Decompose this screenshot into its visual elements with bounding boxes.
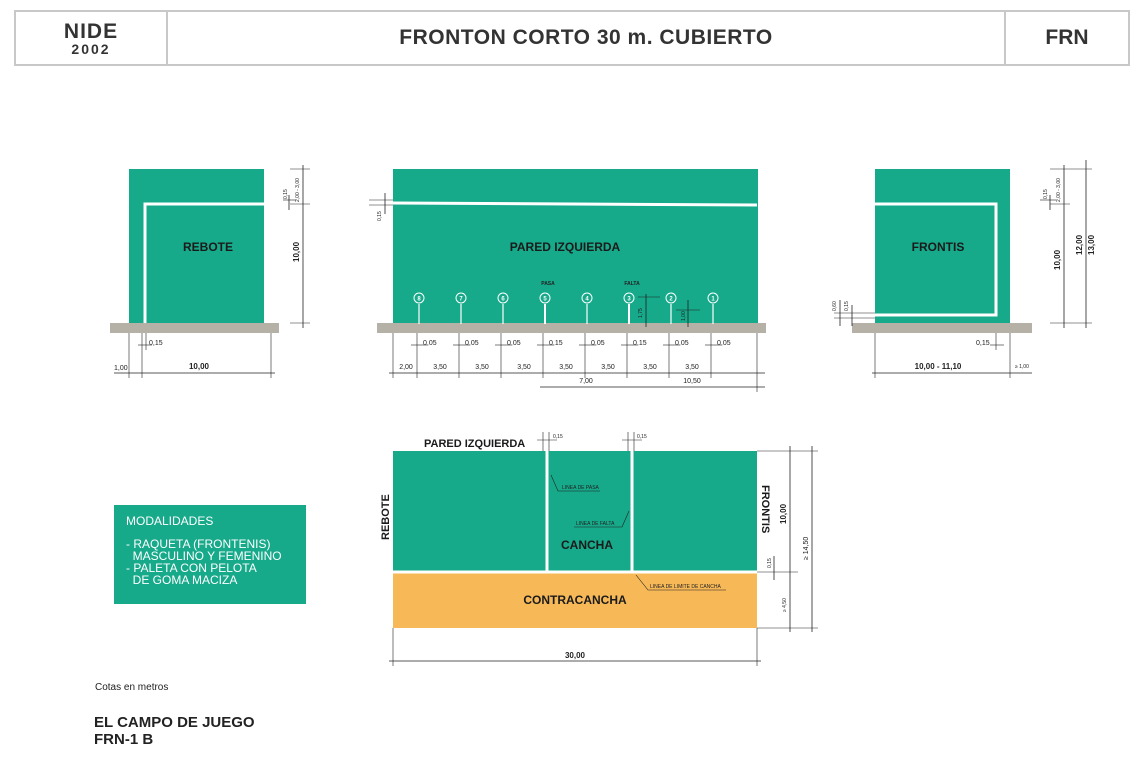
plan-cancha-label: CANCHA	[561, 538, 613, 552]
plan-dim-court-width: 10,00	[779, 503, 788, 524]
plan-contracancha-label: CONTRACANCHA	[523, 593, 627, 607]
modalidades-item: DE GOMA MACIZA	[126, 573, 238, 587]
falta-label: FALTA	[624, 281, 640, 287]
rebote-dim-width: 10,00	[188, 362, 210, 371]
marker-width-label: 0,05	[465, 340, 479, 347]
frontis-dim-width: 10,00 - 11,10	[914, 362, 962, 371]
pared-dim-falta-height: 1,75	[638, 308, 644, 318]
marker-number: 3	[627, 296, 631, 303]
frontis-elevation	[832, 160, 1096, 378]
frontis-label: FRONTIS	[911, 240, 965, 254]
linea-limite-label: LINEA DE LIMITE DE CANCHA	[650, 584, 721, 590]
marker-width-label: 0,05	[507, 340, 521, 347]
marker-width-label: 0,05	[675, 340, 689, 347]
rebote-dim-base-small: 0,15	[149, 340, 163, 347]
drawing-code: FRN-1 B	[94, 731, 154, 748]
frontis-dim-right: ≥ 1,00	[1015, 364, 1029, 370]
spacing-label: 3,50	[601, 364, 615, 371]
marker-number: 6	[501, 296, 505, 303]
spacing-label: 3,50	[475, 364, 489, 371]
frontis-dim-total-b: 13,00	[1087, 234, 1096, 255]
marker-number: 2	[669, 296, 673, 303]
pared-floor	[377, 323, 766, 333]
marker-number: 5	[543, 296, 547, 303]
rebote-floor	[110, 323, 279, 333]
pasa-label: PASA	[541, 281, 555, 287]
linea-pasa-label: LINEA DE PASA	[562, 485, 599, 491]
pared-dims	[399, 333, 731, 378]
sheet-title: FRONTON CORTO 30 m. CUBIERTO	[168, 12, 1006, 64]
pared-top-line	[393, 203, 757, 205]
spacing-label: 3,50	[643, 364, 657, 371]
modalidades-item: - RAQUETA (FRONTENIS)	[126, 537, 271, 551]
modalidades-item: MASCULINO Y FEMENINO	[126, 549, 282, 563]
modalidades-box	[114, 505, 306, 604]
units-note: Cotas en metros	[95, 682, 169, 693]
pared-dim-top-line: 0,15	[377, 211, 383, 221]
rebote-label: REBOTE	[182, 240, 234, 254]
frontis-dim-top-range: 2,00 - 3,00	[1056, 178, 1062, 202]
marker-width-label: 0,05	[423, 340, 437, 347]
marker-width-label: 0,05	[591, 340, 605, 347]
plan-view	[380, 432, 818, 666]
pared-dim-pasa: 7,00	[579, 378, 593, 385]
frontis-dim-total-a: 12,00	[1075, 234, 1084, 255]
nide-year: 2002	[71, 40, 111, 57]
frontis-dim-base-small: 0,15	[976, 340, 990, 347]
frontis-dim-chapa-b: 0,15	[844, 301, 850, 311]
pared-dim-falta: 10,50	[683, 378, 701, 385]
spacing-label: 3,50	[559, 364, 573, 371]
pared-dim-ground: 1,00	[681, 311, 687, 321]
plan-rebote-label: REBOTE	[380, 494, 392, 540]
nide-label: NIDE	[63, 19, 119, 43]
plan-dim-top-b: 0,15	[637, 434, 647, 440]
marker-number: 4	[585, 296, 589, 303]
cancha-area	[393, 451, 757, 572]
marker-number: 7	[459, 296, 463, 303]
rebote-dim-height: 10,00	[292, 241, 301, 262]
modalidades-item: - PALETA CON PELOTA	[126, 561, 257, 575]
marker-width-label: 0,05	[717, 340, 731, 347]
frontis-dim-height: 10,00	[1053, 249, 1062, 270]
plan-frontis-label: FRONTIS	[759, 485, 771, 534]
frontis-floor	[852, 323, 1032, 333]
frontis-dim-top-small: 0,15	[1043, 189, 1049, 199]
rebote-elevation	[110, 165, 310, 378]
plan-dim-top-a: 0,15	[553, 434, 563, 440]
sheet-code: FRN	[1045, 26, 1089, 49]
spacing-label: 3,50	[433, 364, 447, 371]
plan-dim-contracancha: ≥ 4,50	[782, 598, 788, 612]
rebote-dim-left: 1,00	[114, 365, 128, 372]
spacing-label: 2,00	[399, 364, 413, 371]
pared-izquierda-elevation	[369, 169, 766, 392]
spacing-label: 3,50	[517, 364, 531, 371]
rebote-dim-top-range: 2,00 - 3,00	[295, 178, 301, 202]
linea-falta-label: LINEA DE FALTA	[576, 521, 615, 527]
plan-pared-izquierda-label: PARED IZQUIERDA	[424, 438, 526, 450]
pared-izquierda-label: PARED IZQUIERDA	[509, 240, 621, 254]
marker-number: 1	[711, 296, 715, 303]
drawing-title: EL CAMPO DE JUEGO	[94, 714, 255, 731]
spacing-label: 3,50	[685, 364, 699, 371]
rebote-dim-top-small: 0,15	[283, 189, 289, 199]
frontis-dim-chapa-a: 0,60	[832, 301, 838, 311]
marker-width-label: 0,15	[633, 340, 647, 347]
modalidades-title: MODALIDADES	[126, 514, 214, 528]
plan-dim-total-width: ≥ 14,50	[803, 536, 810, 560]
marker-number: 8	[417, 296, 421, 303]
plan-dim-limit-line: 0,15	[767, 558, 773, 568]
plan-dim-length: 30,00	[564, 651, 586, 660]
marker-width-label: 0,15	[549, 340, 563, 347]
